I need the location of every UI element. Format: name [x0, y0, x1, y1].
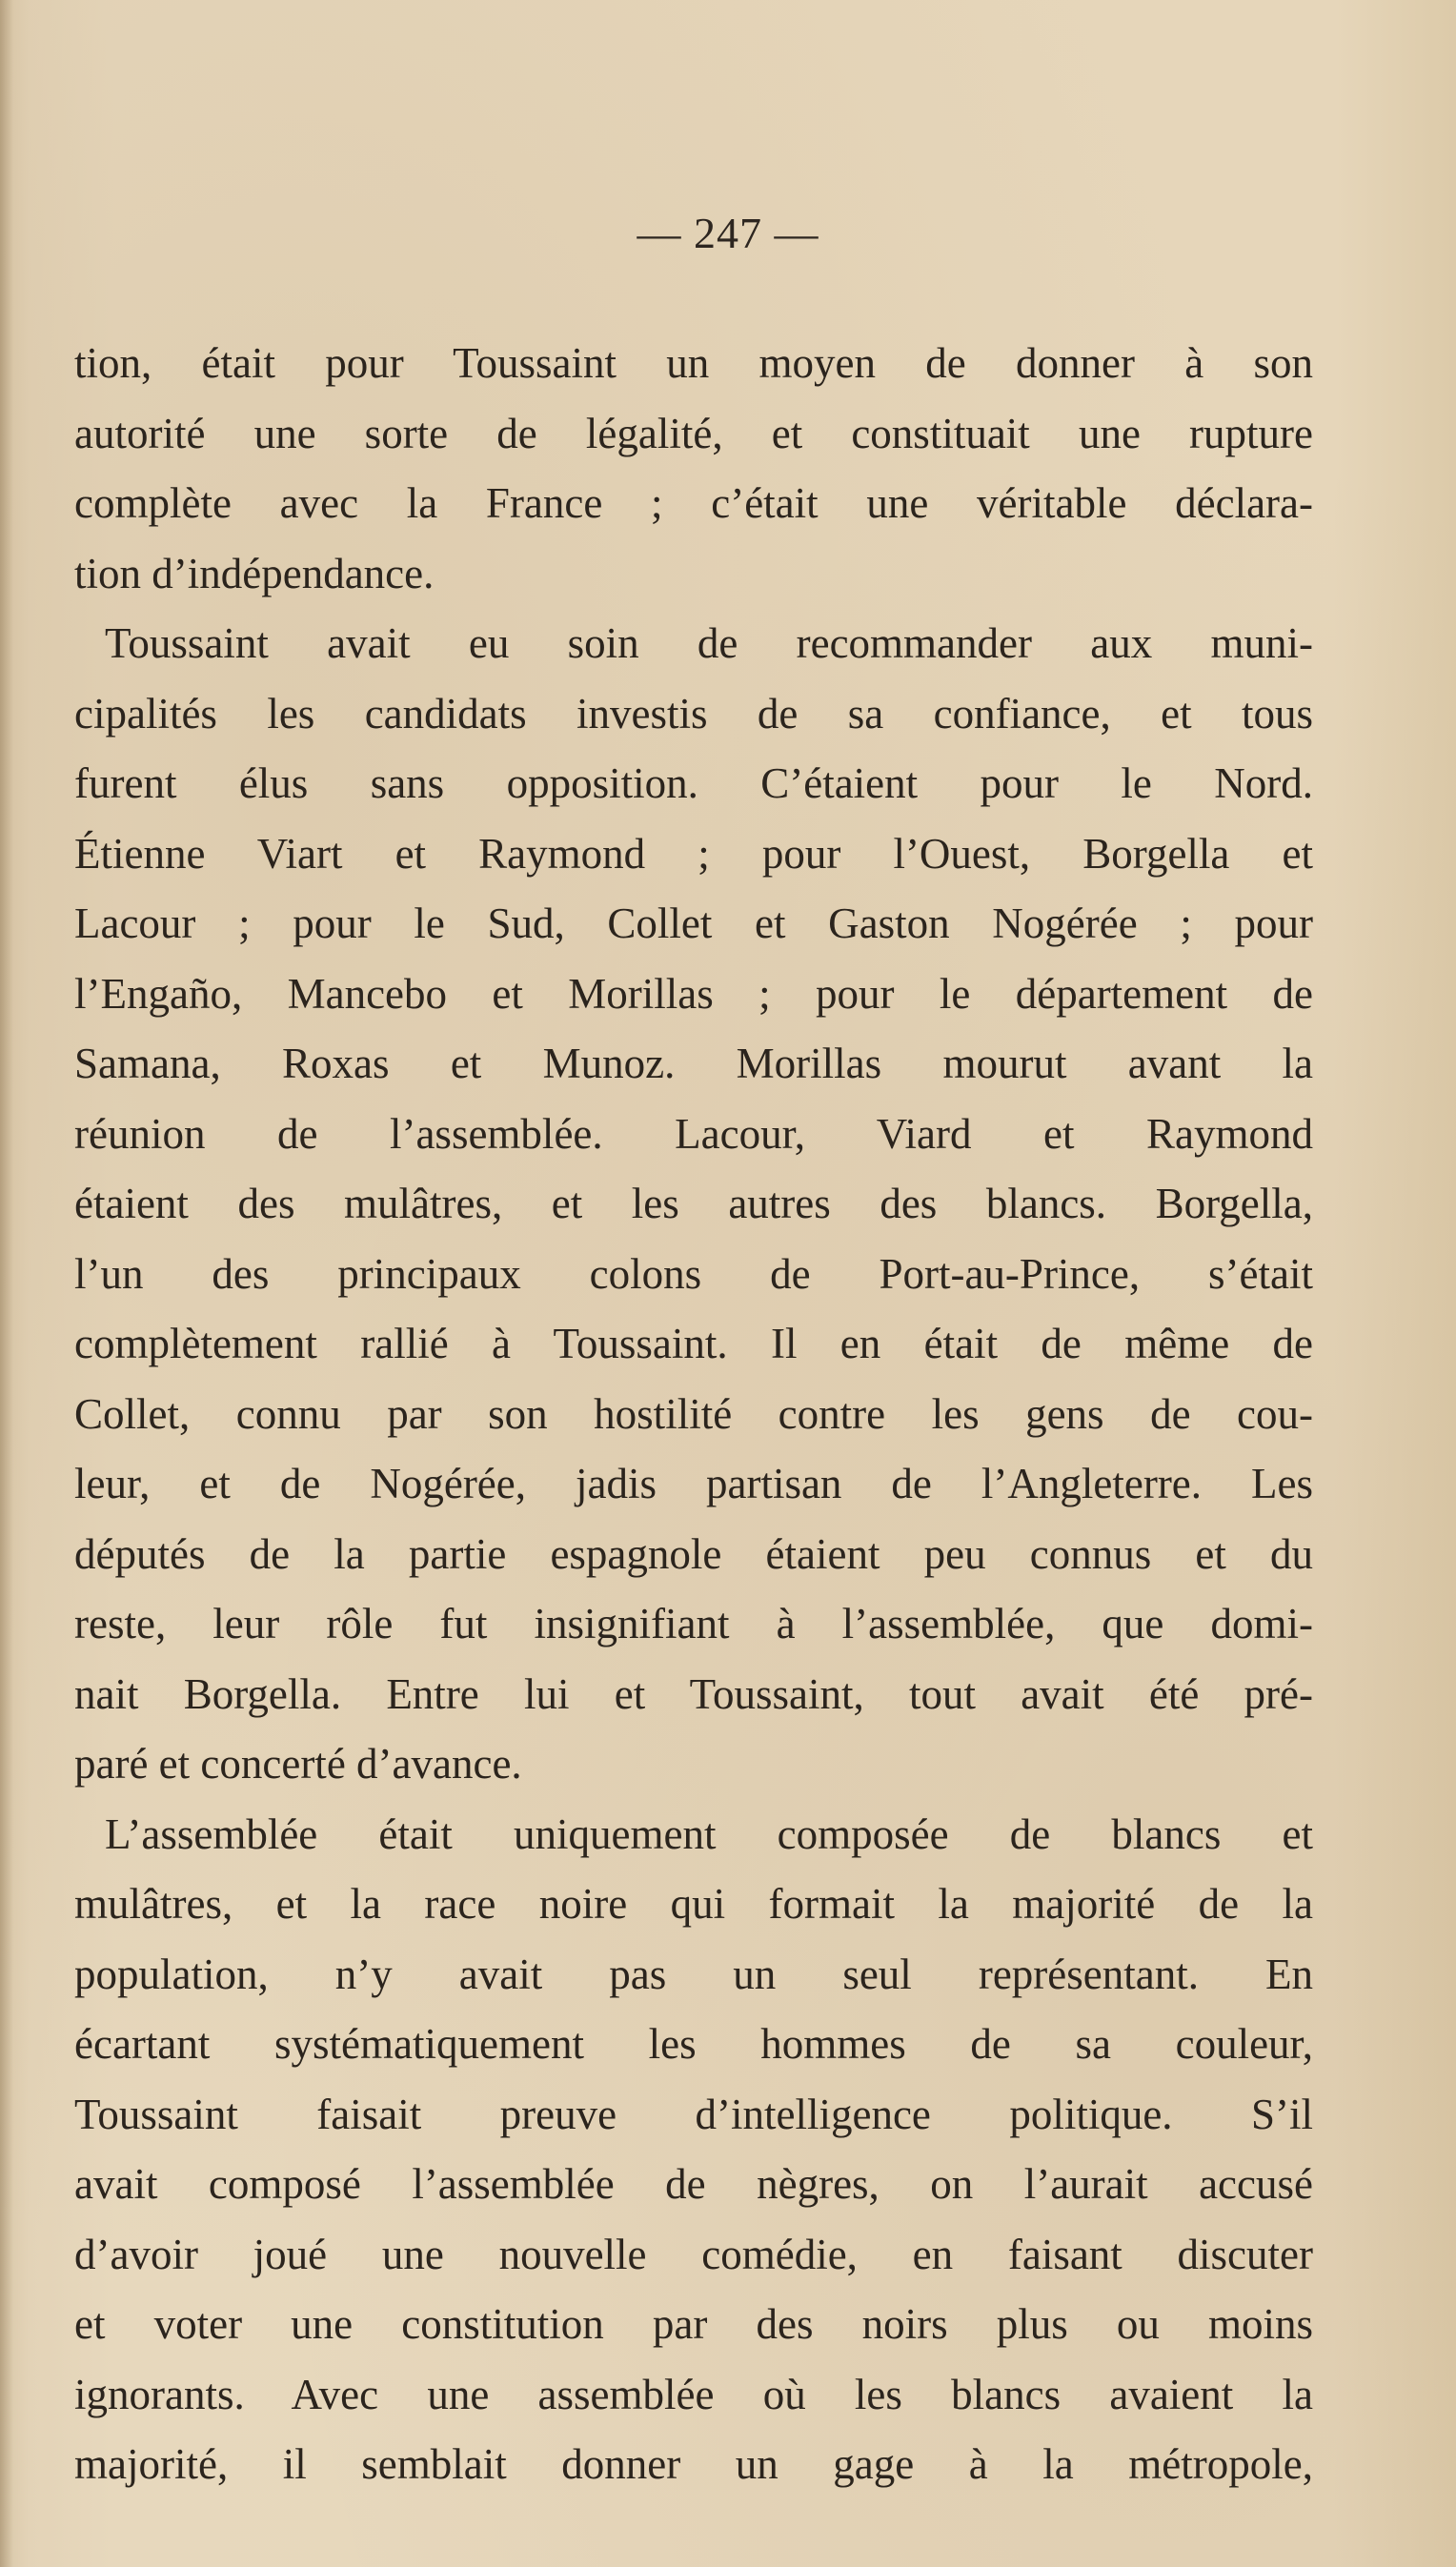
body-text	[74, 329, 1313, 2500]
text-line: ignorants. Avec une assemblée où les blancs avaient la	[74, 2370, 1313, 2418]
text-line: députés de la partie espagnole étaient peu connus et du	[74, 1529, 1313, 1578]
text-line: d’avoir joué une nouvelle comédie, en faisant discuter	[74, 2230, 1313, 2278]
text-line: étaient des mulâtres, et les autres des blancs. Borgella,	[74, 1180, 1313, 1227]
text-line: mulâtres, et la race noire qui formait la majorité de la	[74, 1880, 1313, 1928]
text-line: paré et concerté d’avance.	[74, 1740, 522, 1788]
text-line: population, n’y avait pas un seul représentant. En	[74, 1950, 1313, 1998]
text-line: Toussaint faisait preuve d’intelligence politique. S’il	[74, 2090, 1313, 2138]
text-line: complète avec la France ; c’était une véritable déclara-	[74, 479, 1313, 527]
text-line: l’un des principaux colons de Port-au-Prince, s’était	[74, 1249, 1313, 1298]
text-line: cipalités les candidats investis de sa confiance, et tous	[74, 689, 1313, 738]
text-line: leur, et de Nogérée, jadis partisan de l’Angleterre. Les	[74, 1460, 1313, 1507]
text-line: Samana, Roxas et Munoz. Morillas mourut avant la	[74, 1040, 1313, 1087]
text-line: reste, leur rôle fut insignifiant à l’assemblée, que domi-	[74, 1600, 1313, 1647]
text-line: tion d’indépendance.	[74, 549, 435, 597]
text-line: tion, était pour Toussaint un moyen de donner à son	[74, 339, 1313, 387]
text-line: et voter une constitution par des noirs plus ou moins	[74, 2300, 1313, 2348]
text-line: Lacour ; pour le Sud, Collet et Gaston Nogérée ; pour	[74, 899, 1313, 947]
text-line: furent élus sans opposition. C’étaient pour le Nord.	[74, 759, 1313, 807]
text-line: nait Borgella. Entre lui et Toussaint, tout avait été pré-	[74, 1669, 1313, 1718]
text-line: l’Engaño, Mancebo et Morillas ; pour le département de	[74, 969, 1313, 1018]
text-line: complètement rallié à Toussaint. Il en était de même de	[74, 1320, 1313, 1367]
text-line: avait composé l’assemblée de nègres, on l’aurait accusé	[74, 2160, 1313, 2208]
text-line: majorité, il semblait donner un gage à la métropole,	[74, 2440, 1313, 2488]
page-edge-shadow	[0, 0, 13, 2567]
text-line: réunion de l’assemblée. Lacour, Viard et Raymond	[74, 1109, 1313, 1158]
paragraph-first-line: L’assemblée était uniquement composée de blancs et	[105, 1809, 1313, 1858]
paragraph-first-line: Toussaint avait eu soin de recommander aux muni-	[105, 619, 1313, 667]
text-line: écartant systématiquement les hommes de sa couleur,	[74, 2020, 1313, 2068]
text-line: autorité une sorte de légalité, et constituait une rupture	[74, 409, 1313, 457]
page-number: — 247 —	[637, 209, 819, 257]
text-line: Collet, connu par son hostilité contre les gens de cou-	[74, 1389, 1313, 1438]
text-line: Étienne Viart et Raymond ; pour l’Ouest, Borgella et	[74, 829, 1313, 878]
